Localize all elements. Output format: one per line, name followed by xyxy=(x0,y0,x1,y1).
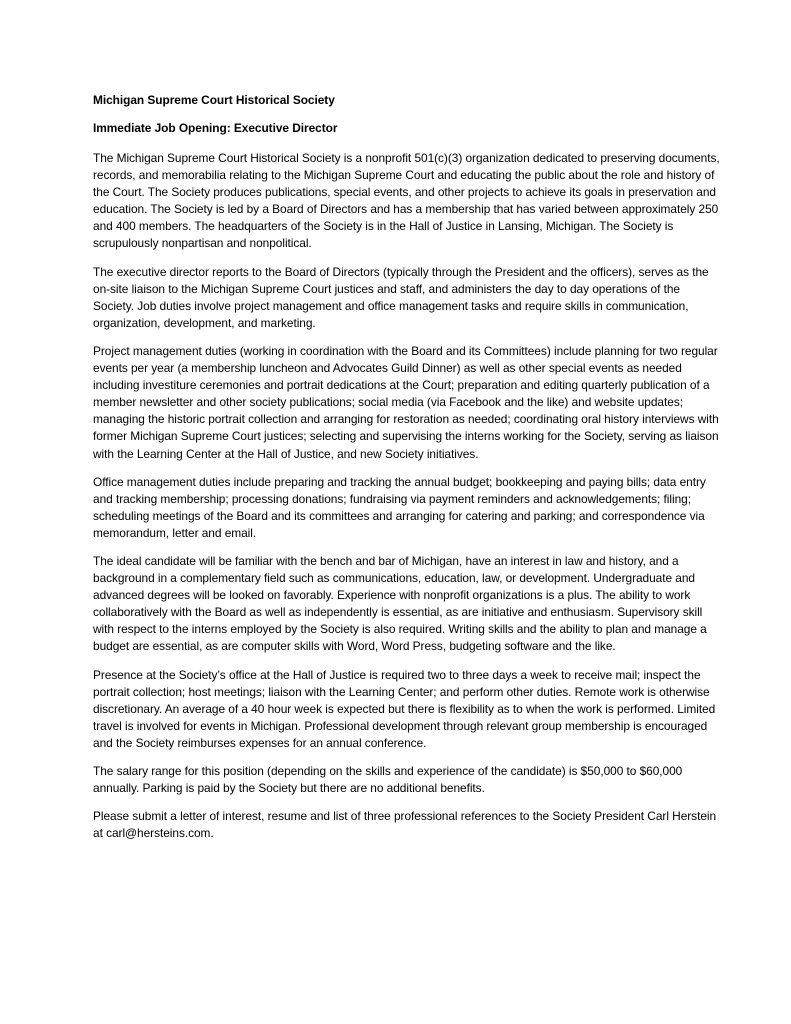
paragraph-reporting: The executive director reports to the Board of Directors (typically through the President and the officers), serves as the on-site liaison to the Michigan Supreme Court justices and staff, and administers the day to day operations of the Society. Job duties involve project management and office management tasks and require skills in communication, organization, development, and marketing. xyxy=(93,264,709,330)
paragraph-about-society: The Michigan Supreme Court Historical Society is a nonprofit 501(c)(3) organization dedicated to preserving documents, records, and memorabilia relating to the Michigan Supreme Court and educating the public about the role and history of the Court. The Society produces publications, special events, and other projects to achieve its goals in preservation and education. The Society is led by a Board of Directors and has a membership that has varied between approximately 250 and 400 members. The headquarters of the Society is in the Hall of Justice in Lansing, Michigan. The Society is scrupulously nonpartisan and nonpolitical. xyxy=(93,151,720,251)
paragraph-office-management: Office management duties include preparing and tracking the annual budget; bookkeeping and paying bills; data entry and tracking membership; processing donations; fundraising via payment reminders and acknowledgements; filing; scheduling meetings of the Board and its committees and arranging for catering and parking; and correspondence via memorandum, letter and email. xyxy=(93,474,706,540)
job-title: Immediate Job Opening: Executive Director xyxy=(93,121,338,135)
paragraph-project-management: Project management duties (working in coordination with the Board and its Committees) include planning for two regular events per year (a membership luncheon and Advocates Guild Dinner) as well as other special events as needed including investiture ceremonies and portrait dedications at the Court; preparation and editing quarterly publication of a member newsletter and other society publications; social media (via Facebook and the like) and website updates; managing the historic portrait collection and arranging for restoration as needed; coordinating oral history interviews with former Michigan Supreme Court justices; selecting and supervising the interns working for the Society, serving as liaison with the Learning Center at the Hall of Justice, and new Society initiatives. xyxy=(93,343,719,461)
paragraph-presence: Presence at the Society’s office at the Hall of Justice is required two to three days a week to receive mail; inspect the portrait collection; host meetings; liaison with the Learning Center; and perform other duties. Remote work is otherwise discretionary. An average of a 40 hour week is expected but there is flexibility as to when the work is performed. Limited travel is involved for events in Michigan. Professional development through relevant group membership is encouraged and the Society reimburses expenses for an annual conference. xyxy=(93,667,716,750)
organization-title: Michigan Supreme Court Historical Society xyxy=(93,93,335,107)
document-page xyxy=(93,92,723,853)
paragraph-ideal-candidate: The ideal candidate will be familiar with the bench and bar of Michigan, have an interest in law and history, and a background in a complementary field such as communications, education, law, or development. Undergraduate and advanced degrees will be looked on favorably. Experience with nonprofit organizations is a plus. The ability to work collaboratively with the Board as well as independently is essential, as are initiative and enthusiasm. Supervisory skill with respect to the interns employed by the Society is also required. Writing skills and the ability to plan and manage a budget are essential, as are computer skills with Word, Word Press, budgeting software and the like. xyxy=(93,553,707,654)
paragraph-salary: The salary range for this position (depending on the skills and experience of the candidate) is $50,000 to $60,000 annually. Parking is paid by the Society but there are no additional benefits. xyxy=(93,764,683,796)
paragraph-application: Please submit a letter of interest, resume and list of three professional references to the Society President Carl Herstein at carl@hersteins.com. xyxy=(93,809,717,841)
